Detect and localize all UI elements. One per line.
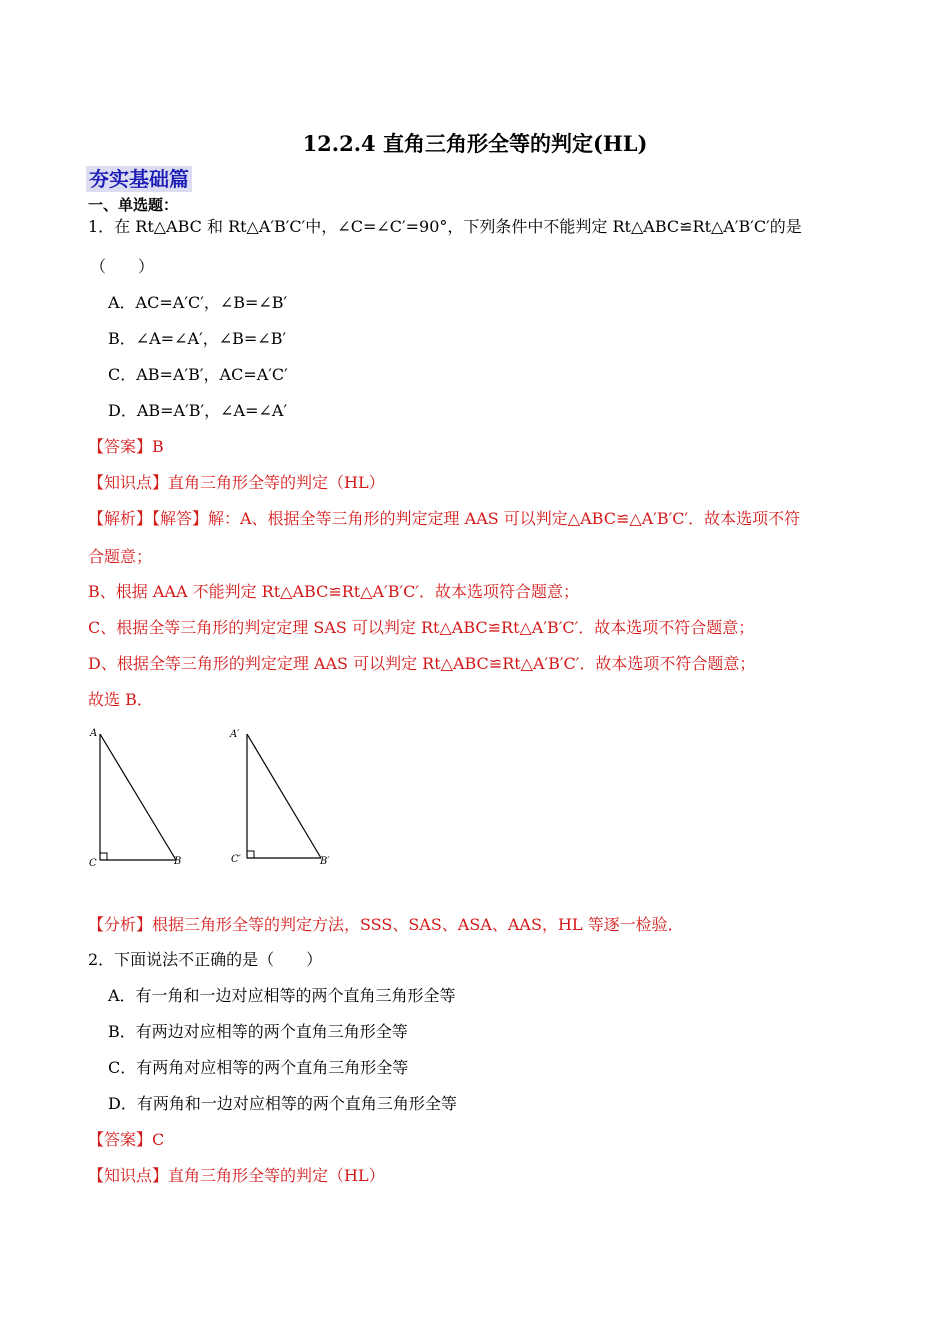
q2-option-a: A．有一角和一边对应相等的两个直角三角形全等 bbox=[108, 986, 456, 1005]
label-c-prime: C′ bbox=[231, 854, 241, 865]
q1-knowledge: 【知识点】直角三角形全等的判定（HL） bbox=[88, 473, 385, 492]
triangle-a-prime-b-prime-c-prime bbox=[229, 729, 330, 867]
q1-stem: 1．在 Rt△ABC 和 Rt△A′B′C′中，∠C=∠C′=90°，下列条件中不能判定 Rt△ABC≌Rt△A′B′C′的是 bbox=[88, 217, 802, 236]
q1-analysis-line-2: 合题意； bbox=[88, 547, 153, 566]
q1-option-a: A．AC=A′C′，∠B=∠B′ bbox=[108, 293, 288, 312]
question-type-heading: 一、单选题： bbox=[88, 196, 179, 214]
q2-option-b: B．有两边对应相等的两个直角三角形全等 bbox=[108, 1022, 408, 1041]
q1-option-c: C．AB=A′B′，AC=A′C′ bbox=[108, 365, 288, 384]
q1-analysis-line-4: C、根据全等三角形的判定定理 SAS 可以判定 Rt△ABC≌Rt△A′B′C′．故本选项不符合题意； bbox=[88, 618, 755, 637]
q1-fenxi: 【分析】根据三角形全等的判定方法，SSS、SAS、ASA、AAS，HL 等逐一检验． bbox=[88, 915, 684, 934]
section-heading: 夯实基础篇 bbox=[86, 166, 192, 192]
label-b-prime: B′ bbox=[320, 856, 330, 867]
q2-answer: 【答案】C bbox=[88, 1130, 165, 1149]
q2-option-c: C．有两角对应相等的两个直角三角形全等 bbox=[108, 1058, 409, 1077]
q1-analysis-line-3: B、根据 AAA 不能判定 Rt△ABC≌Rt△A′B′C′．故本选项符合题意； bbox=[88, 582, 579, 601]
q1-option-d: D．AB=A′B′，∠A=∠A′ bbox=[108, 401, 288, 420]
q1-paren: （ ） bbox=[90, 257, 155, 276]
q1-analysis-line-5: D、根据全等三角形的判定定理 AAS 可以判定 Rt△ABC≌Rt△A′B′C′．故本选项不符合题意； bbox=[88, 654, 756, 673]
triangle-abc bbox=[89, 728, 181, 869]
q2-knowledge: 【知识点】直角三角形全等的判定（HL） bbox=[88, 1166, 385, 1185]
q2-stem: 2．下面说法不正确的是（ ） bbox=[88, 950, 323, 969]
label-b: B bbox=[174, 856, 182, 867]
q1-analysis-line-1: 【解析】【解答】解：A、根据全等三角形的判定定理 AAS 可以判定△ABC≌△A′B′C′．故本选项不符 bbox=[88, 509, 801, 528]
triangle-figure bbox=[84, 722, 354, 878]
label-a: A bbox=[90, 728, 98, 739]
page-title: 12.2.4 直角三角形全等的判定(HL) bbox=[302, 131, 648, 156]
q1-answer: 【答案】B bbox=[88, 437, 164, 456]
q2-option-d: D．有两角和一边对应相等的两个直角三角形全等 bbox=[108, 1094, 457, 1113]
q1-option-b: B．∠A=∠A′，∠B=∠B′ bbox=[108, 329, 287, 348]
right-angle-mark bbox=[100, 853, 107, 860]
label-c: C bbox=[89, 858, 97, 869]
right-angle-mark-prime bbox=[247, 851, 254, 858]
label-a-prime: A′ bbox=[230, 729, 240, 740]
q1-conclusion: 故选 B． bbox=[88, 690, 153, 709]
